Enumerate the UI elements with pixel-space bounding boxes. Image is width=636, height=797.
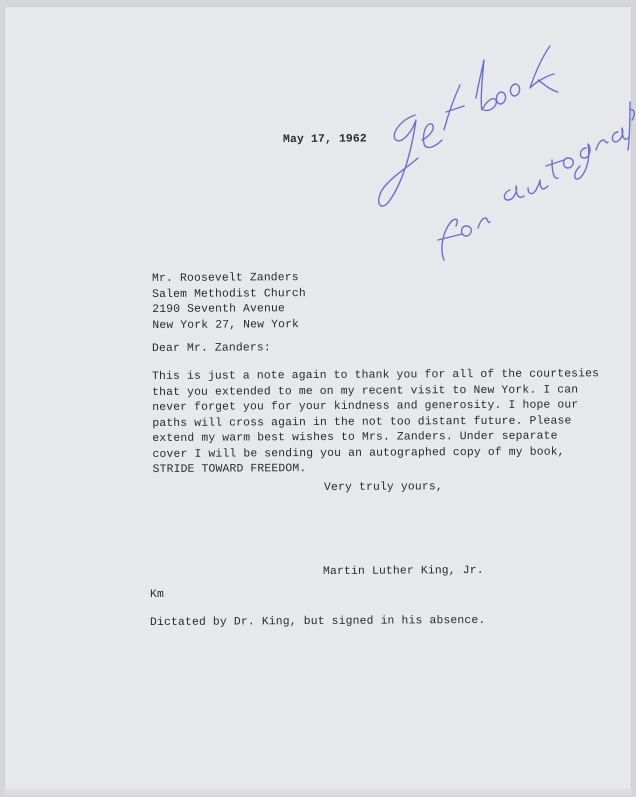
handwriting-stroke <box>564 158 574 168</box>
handwriting-stroke <box>444 85 464 130</box>
body-line: that you extended to me on my recent visit to New York. I can <box>152 383 579 399</box>
handwriting-stroke <box>422 124 442 148</box>
handwriting-stroke <box>476 60 496 110</box>
letter-date: May 17, 1962 <box>283 133 367 146</box>
handwriting-stroke <box>596 140 608 150</box>
handwritten-annotation <box>360 40 635 285</box>
dictation-note: Dictated by Dr. King, but signed in his absence. <box>150 614 486 629</box>
handwriting-stroke <box>462 226 472 236</box>
handwriting-stroke <box>478 218 490 228</box>
closing: Very truly yours, <box>324 481 443 494</box>
handwriting-stroke <box>546 160 564 178</box>
handwriting-stroke <box>612 128 628 142</box>
body-line: STRIDE TOWARD FREEDOM. <box>152 463 307 476</box>
recipient-address <box>152 271 306 334</box>
handwriting-stroke <box>496 92 505 104</box>
letter-body <box>152 367 600 478</box>
signature-name: Martin Luther King, Jr. <box>323 565 484 578</box>
handwriting-stroke <box>528 180 548 194</box>
body-line: cover I will be sending you an autographed copy of my book, <box>152 445 565 461</box>
body-line: This is just a note again to thank you for all of the courtesies <box>152 368 600 383</box>
typist-initials: Km <box>150 588 165 601</box>
address-line: New York 27, New York <box>152 318 300 332</box>
body-line: extend my warm best wishes to Mrs. Zanders. Under separate <box>152 430 558 445</box>
handwriting-stroke <box>530 46 558 92</box>
body-line: never forget you for your kindness and generosity. I hope our <box>152 399 579 414</box>
handwriting-stroke <box>438 219 462 260</box>
handwriting-stroke <box>504 186 524 200</box>
salutation: Dear Mr. Zanders: <box>152 342 271 355</box>
handwriting-stroke <box>575 144 590 179</box>
body-line: paths will cross again in the not too distant future. Please <box>152 414 572 430</box>
address-line: 2190 Seventh Avenue <box>152 303 286 316</box>
handwriting-stroke <box>379 115 418 206</box>
handwriting-stroke <box>628 102 634 150</box>
address-line: Mr. Roosevelt Zanders <box>152 272 299 285</box>
handwriting-stroke <box>510 84 519 96</box>
address-line: Salem Methodist Church <box>152 287 306 301</box>
page-bottom-edge <box>4 789 632 795</box>
